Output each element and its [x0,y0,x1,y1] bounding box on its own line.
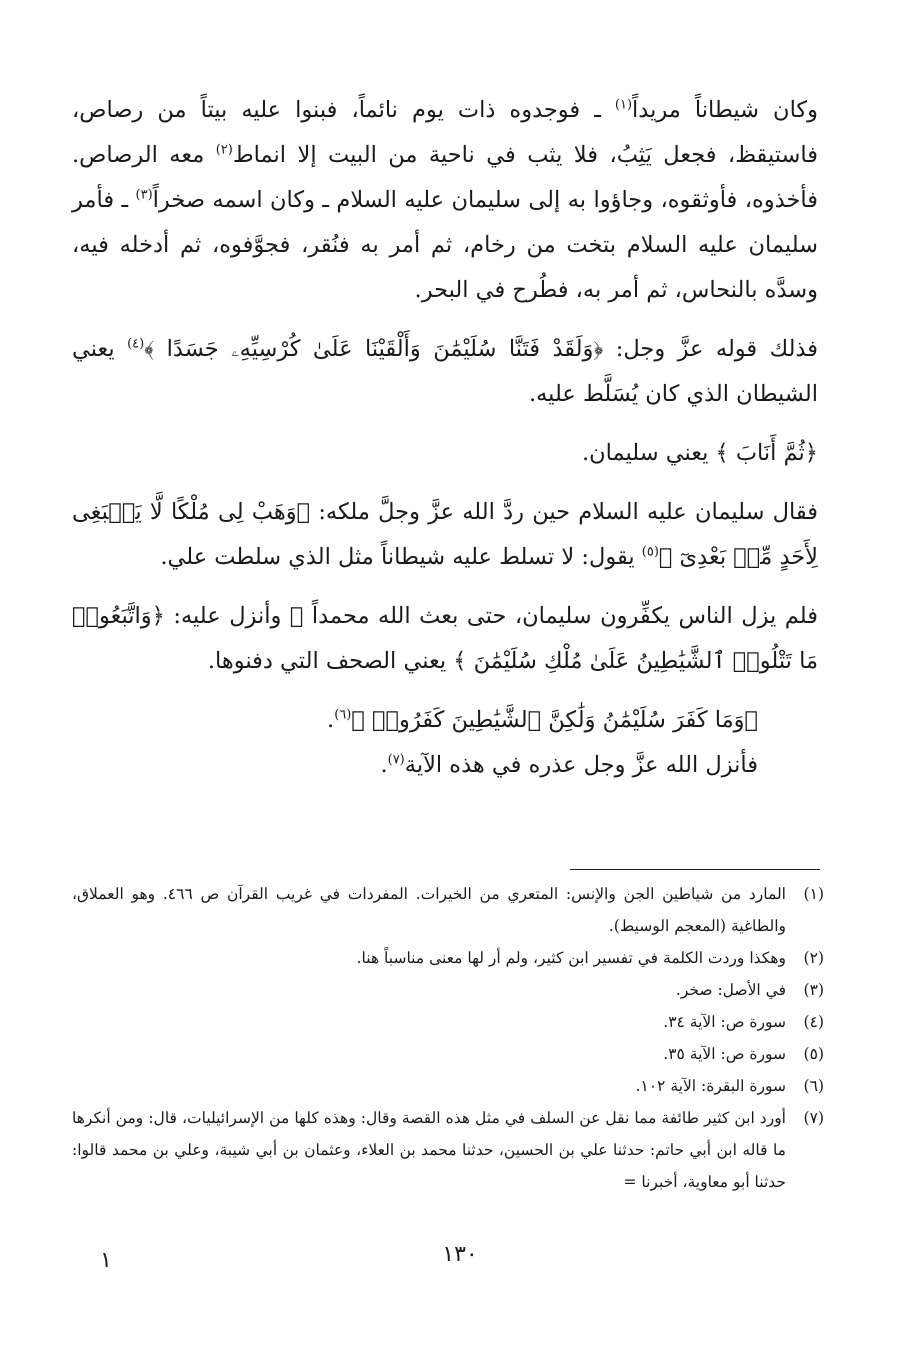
footnotes [72,878,824,1198]
text: فذلك قوله عزَّ وجل: [603,336,818,362]
quran-quote: ﴿ثُمَّ أَنَابَ ﴾ [715,440,818,466]
footnote-text: وهكذا وردت الكلمة في تفسير ابن كثير، ولم أر لها معنى مناسباً هنا. [356,949,786,967]
text: فلم يزل الناس يكفِّرون سليمان، حتى بعث الله محمداً ﷺ وأنزل عليه: [164,603,818,629]
text: يعني الشيطان الذي كان يُسَلَّط عليه. [72,336,818,407]
footnote-number: (٧) [803,1109,824,1127]
footnote-ref-3[interactable]: (٣) [135,187,153,203]
quran-quote: ﴿وَلَقَدْ فَتَنَّا سُلَيْمَٰنَ وَأَلْقَيْنَا عَلَىٰ كُرْسِيِّهِۦ جَسَدًا ﴾ [144,336,604,362]
page-number: ١٣٠ [442,1242,478,1267]
footnote-number: (٢) [803,949,824,967]
paragraph-4 [72,490,818,580]
footnote-ref-6[interactable]: (٦) [334,707,352,723]
footnote-number: (٣) [803,981,824,999]
footnote-7 [72,1102,824,1198]
footnote-1 [72,878,824,942]
paragraph-5 [72,594,818,684]
footnote-4 [72,1006,824,1038]
footnote-text: سورة ص: الآية ٣٥. [663,1045,786,1063]
text: . [380,752,388,778]
footnote-text: المارد من شياطين الجن والإنس: المتعري من الخيرات. المفردات في غريب القرآن ص ٤٦٦. وهو العملاق، والطاغية (المعجم الوسيط). [72,885,786,935]
quran-quote: ﴿وَهَبْ لِى مُلْكًا لَّا يَنۢبَغِى لِأَحَدٍ مِّنۢ بَعْدِىٓ ﴾ [72,499,818,570]
text: يعني سليمان. [581,440,716,466]
quran-quote: ﴿وَاتَّبَعُوا۟ مَا تَتْلُوا۟ ٱلشَّيَٰطِينُ عَلَىٰ مُلْكِ سُلَيْمَٰنَ ﴾ [72,603,818,674]
footnote-3 [72,974,824,1006]
text: يعني الصحف التي دفنوها. [207,648,454,674]
text: وكان شيطاناً مريداً [632,97,819,123]
paragraph-7 [72,743,818,788]
margin-mark: ١ [100,1248,112,1273]
footnote-ref-5[interactable]: (٥) [641,544,659,560]
footnote-number: (٥) [803,1045,824,1063]
text: معه الرصاص. فأخذوه، فأوثقوه، وجاؤوا به إلى سليمان عليه السلام ـ وكان اسمه صخراً [72,142,818,213]
footnote-text: سورة البقرة: الآية ١٠٢. [635,1077,786,1095]
paragraph-6 [72,698,818,743]
footnote-6 [72,1070,824,1102]
text: ـ فوجدوه ذات يوم نائماً، فبنوا عليه بيتاً من رصاص، فاستيقظ، فجعل يَثِبُ، فلا يثب في ناحية من البيت إلا انماط [72,97,818,168]
text: فقال سليمان عليه السلام حين ردَّ الله عزَّ وجلَّ ملكه: [310,499,819,525]
footnote-ref-7[interactable]: (٧) [387,752,405,768]
main-text [72,88,818,788]
footnote-5 [72,1038,824,1070]
paragraph-3 [72,431,818,476]
quran-quote: ﴿وَمَا كَفَرَ سُلَيْمَٰنُ وَلَٰكِنَّ ٱلشَّيَٰطِينَ كَفَرُوا۟ ﴾ [351,707,758,733]
footnote-ref-4[interactable]: (٤) [127,336,145,352]
footnote-number: (٤) [803,1013,824,1031]
footnote-number: (١) [803,885,824,903]
footnote-number: (٦) [803,1077,824,1095]
footnote-text: في الأصل: صخر. [675,981,786,999]
footnote-ref-2[interactable]: (٢) [215,142,233,158]
text: يقول: لا تسلط عليه شيطاناً مثل الذي سلطت علي. [160,544,642,570]
footnote-text: أورد ابن كثير طائفة مما نقل عن السلف في مثل هذه القصة وقال: وهذه كلها من الإسرائيليات، قال: ومن أنكرها ما قاله ابن أبي حاتم: حدثنا علي بن الحسين، حدثنا محمد بن العلاء، وعثمان بن أبي شيبة، وعلي بن محمد قالوا: حدثنا أبو معاوية، أخبرنا = [72,1109,786,1191]
footnote-ref-1[interactable]: (١) [614,97,633,113]
footnote-2 [72,942,824,974]
text: فأنزل الله عزَّ وجل عذره في هذه الآية [404,752,758,778]
paragraph-1 [72,88,818,313]
footnote-divider [570,869,820,870]
text: . [327,707,335,733]
footnote-text: سورة ص: الآية ٣٤. [663,1013,786,1031]
paragraph-2 [72,327,818,417]
text: ـ فأمر سليمان عليه السلام بتخت من رخام، ثم أمر به فنُقر، فجوَّفوه، ثم أدخله فيه، وسدَّه بالنحاس، ثم أمر به، فطُرح في البحر. [72,187,818,303]
